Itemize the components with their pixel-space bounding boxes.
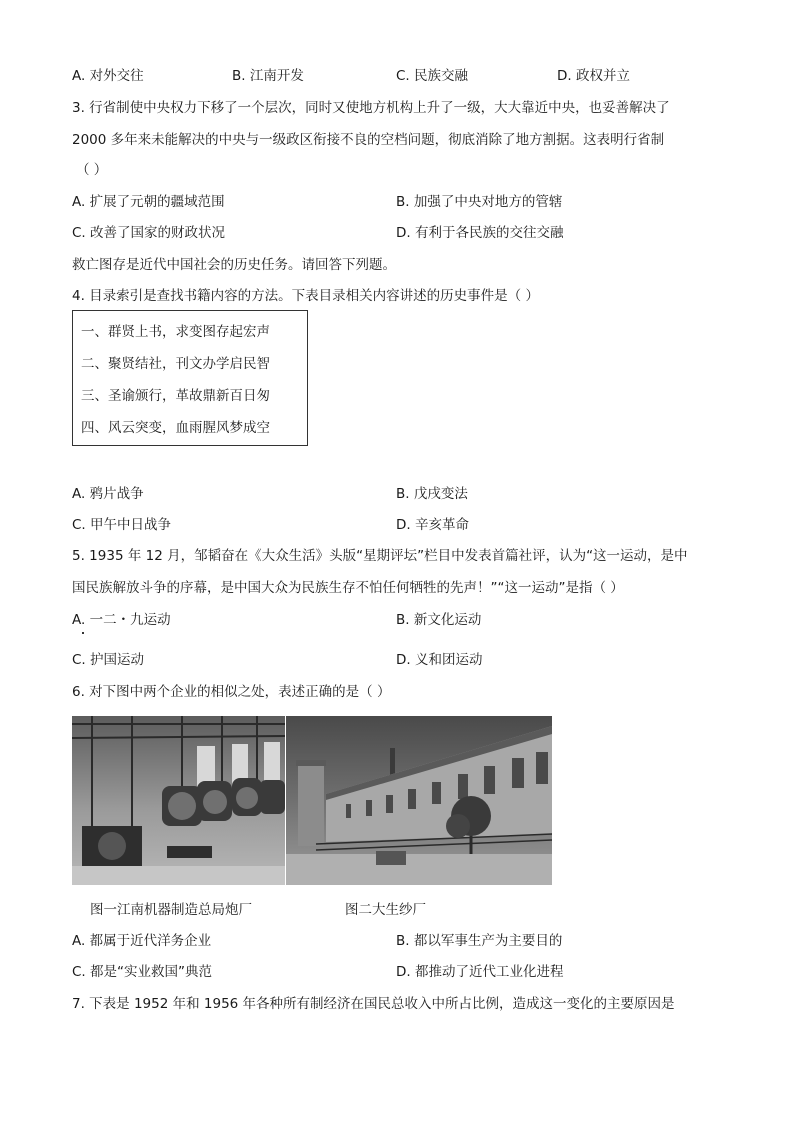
q7-stem: 7. 下表是 1952 年和 1956 年各种所有制经济在国民总收入中所占比例，造成这一变化的主要原因是 (72, 996, 675, 1012)
q2-option-a: A. 对外交往 (72, 68, 144, 84)
q5-stem-line1: 5. 1935 年 12 月，邹韬奋在《大众生活》头版“星期评坛”栏目中发表首篇社评，认为“这一运动，是中 (72, 548, 688, 564)
cotton-mill-photo (286, 716, 552, 885)
q3-stem-line2: 2000 多年来未能解决的中央与一级政区衔接不良的空档问题，彻底消除了地方割据。这表明行省制 (72, 132, 665, 148)
q5-option-b: B. 新文化运动 (396, 612, 482, 628)
toc-entry-4: 四、风云突变，血雨腥风梦成空 (81, 420, 270, 436)
q2-option-c: C. 民族交融 (396, 68, 469, 84)
q5-option-c: C. 护国运动 (72, 652, 145, 668)
q6-stem: 6. 对下图中两个企业的相似之处，表述正确的是（ ） (72, 684, 391, 700)
photo-caption-2: 图二大生纱厂 (345, 902, 426, 918)
q5-option-d: D. 义和团运动 (396, 652, 483, 668)
q6-option-b: B. 都以军事生产为主要目的 (396, 933, 563, 949)
q3-option-b: B. 加强了中央对地方的管辖 (396, 194, 563, 210)
q6-option-c: C. 都是“实业救国”典范 (72, 964, 212, 980)
q4-table-of-contents (72, 310, 308, 446)
toc-entry-3: 三、圣谕颁行，革故鼎新百日匆 (81, 388, 270, 404)
q3-option-c: C. 改善了国家的财政状况 (72, 225, 226, 241)
q2-option-b: B. 江南开发 (232, 68, 304, 84)
q4-stem: 4. 目录索引是查找书籍内容的方法。下表目录相关内容讲述的历史事件是（ ） (72, 288, 539, 304)
q5-option-a: A. 一二・九运动 (72, 612, 171, 628)
q5-stem-line2: 国民族解放斗争的序幕，是中国大众为民族生存不怕任何牺牲的先声！”“这一运动”是指（ ） (72, 580, 624, 596)
photo-caption-1: 图一江南机器制造总局炮厂 (90, 902, 252, 918)
q3-stem-line1: 3. 行省制使中央权力下移了一个层次，同时又使地方机构上升了一级，大大靠近中央，也妥善解决了 (72, 100, 670, 116)
stray-mark (82, 632, 84, 634)
toc-entry-1: 一、群贤上书，求变图存起宏声 (81, 324, 270, 340)
q6-option-d: D. 都推动了近代工业化进程 (396, 964, 564, 980)
q3-answer-paren: （ ） (76, 162, 108, 178)
q4-option-a: A. 鸦片战争 (72, 486, 144, 502)
q4-option-d: D. 辛亥革命 (396, 517, 469, 533)
q4-option-b: B. 戊戌变法 (396, 486, 468, 502)
section-intro: 救亡图存是近代中国社会的历史任务。请回答下列题。 (72, 257, 396, 273)
toc-entry-2: 二、聚贤结社，刊文办学启民智 (81, 356, 270, 372)
q6-option-a: A. 都属于近代洋务企业 (72, 933, 212, 949)
q3-option-a: A. 扩展了元朝的疆域范围 (72, 194, 225, 210)
q4-option-c: C. 甲午中日战争 (72, 517, 172, 533)
arsenal-workshop-photo (72, 716, 285, 885)
q3-option-d: D. 有利于各民族的交往交融 (396, 225, 564, 241)
q2-option-d: D. 政权并立 (557, 68, 630, 84)
